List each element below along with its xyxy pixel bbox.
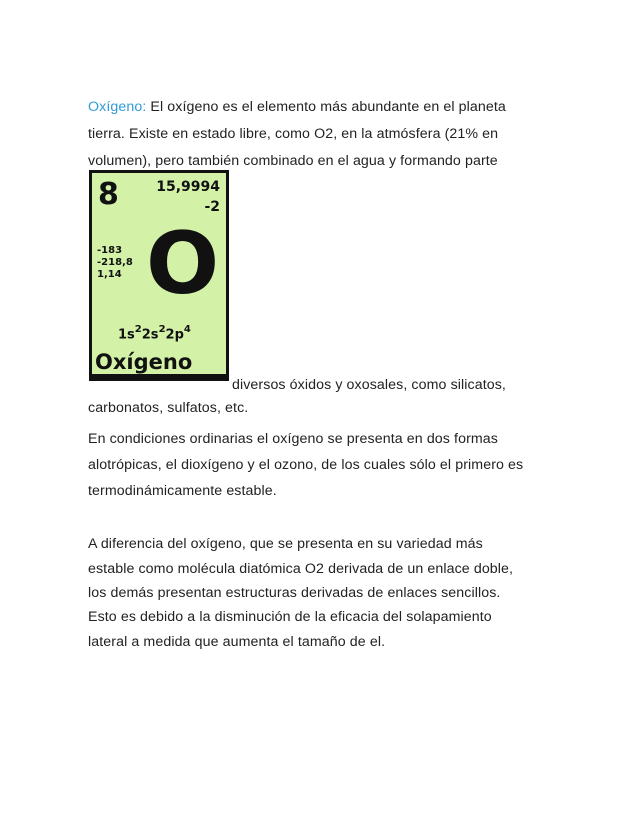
paragraph-1-line-1-text: El oxígeno es el elemento más abundante en el planeta bbox=[146, 99, 506, 115]
paragraph-3-line-3: los demás presentan estructuras derivadas de enlaces sencillos. bbox=[88, 585, 501, 601]
paragraph-1-line-2: tierra. Existe en estado libre, como O2, en la atmósfera (21% en bbox=[88, 126, 499, 142]
oxidation-state: -2 bbox=[204, 199, 220, 215]
boiling-point: -183 bbox=[97, 245, 123, 256]
paragraph-2-line-1: En condiciones ordinarias el oxígeno se presenta en dos formas bbox=[88, 431, 498, 447]
term-oxigeno: Oxígeno: bbox=[88, 99, 147, 115]
atomic-number: 8 bbox=[98, 177, 119, 212]
paragraph-2-line-2: alotrópicas, el dioxígeno y el ozono, de los cuales sólo el primero es bbox=[88, 457, 524, 473]
paragraph-1-line-5: carbonatos, sulfatos, etc. bbox=[88, 400, 249, 416]
density: 1,14 bbox=[97, 269, 122, 280]
melting-point: -218,8 bbox=[97, 257, 133, 268]
paragraph-1-line-1 bbox=[88, 97, 506, 117]
periodic-table-tile-oxygen bbox=[89, 170, 229, 381]
element-symbol: O bbox=[146, 214, 220, 314]
paragraph-1-line-3: volumen), pero también combinado en el agua y formando parte bbox=[88, 153, 498, 169]
paragraph-1-line-4: diversos óxidos y oxosales, como silicatos, bbox=[232, 377, 506, 393]
paragraph-3-line-1: A diferencia del oxígeno, que se presenta en su variedad más bbox=[88, 536, 483, 552]
paragraph-2-line-3: termodinámicamente estable. bbox=[88, 483, 277, 499]
atomic-mass: 15,9994 bbox=[156, 179, 220, 195]
paragraph-3-line-5: lateral a medida que aumenta el tamaño de el. bbox=[88, 634, 386, 650]
element-name: Oxígeno bbox=[95, 350, 193, 374]
paragraph-3-line-2: estable como molécula diatómica O2 derivada de un enlace doble, bbox=[88, 561, 514, 577]
paragraph-3-line-4: Esto es debido a la disminución de la eficacia del solapamiento bbox=[88, 609, 492, 625]
element-properties bbox=[97, 245, 133, 281]
electron-configuration: $1s^22s^22p^4$ bbox=[118, 324, 191, 343]
